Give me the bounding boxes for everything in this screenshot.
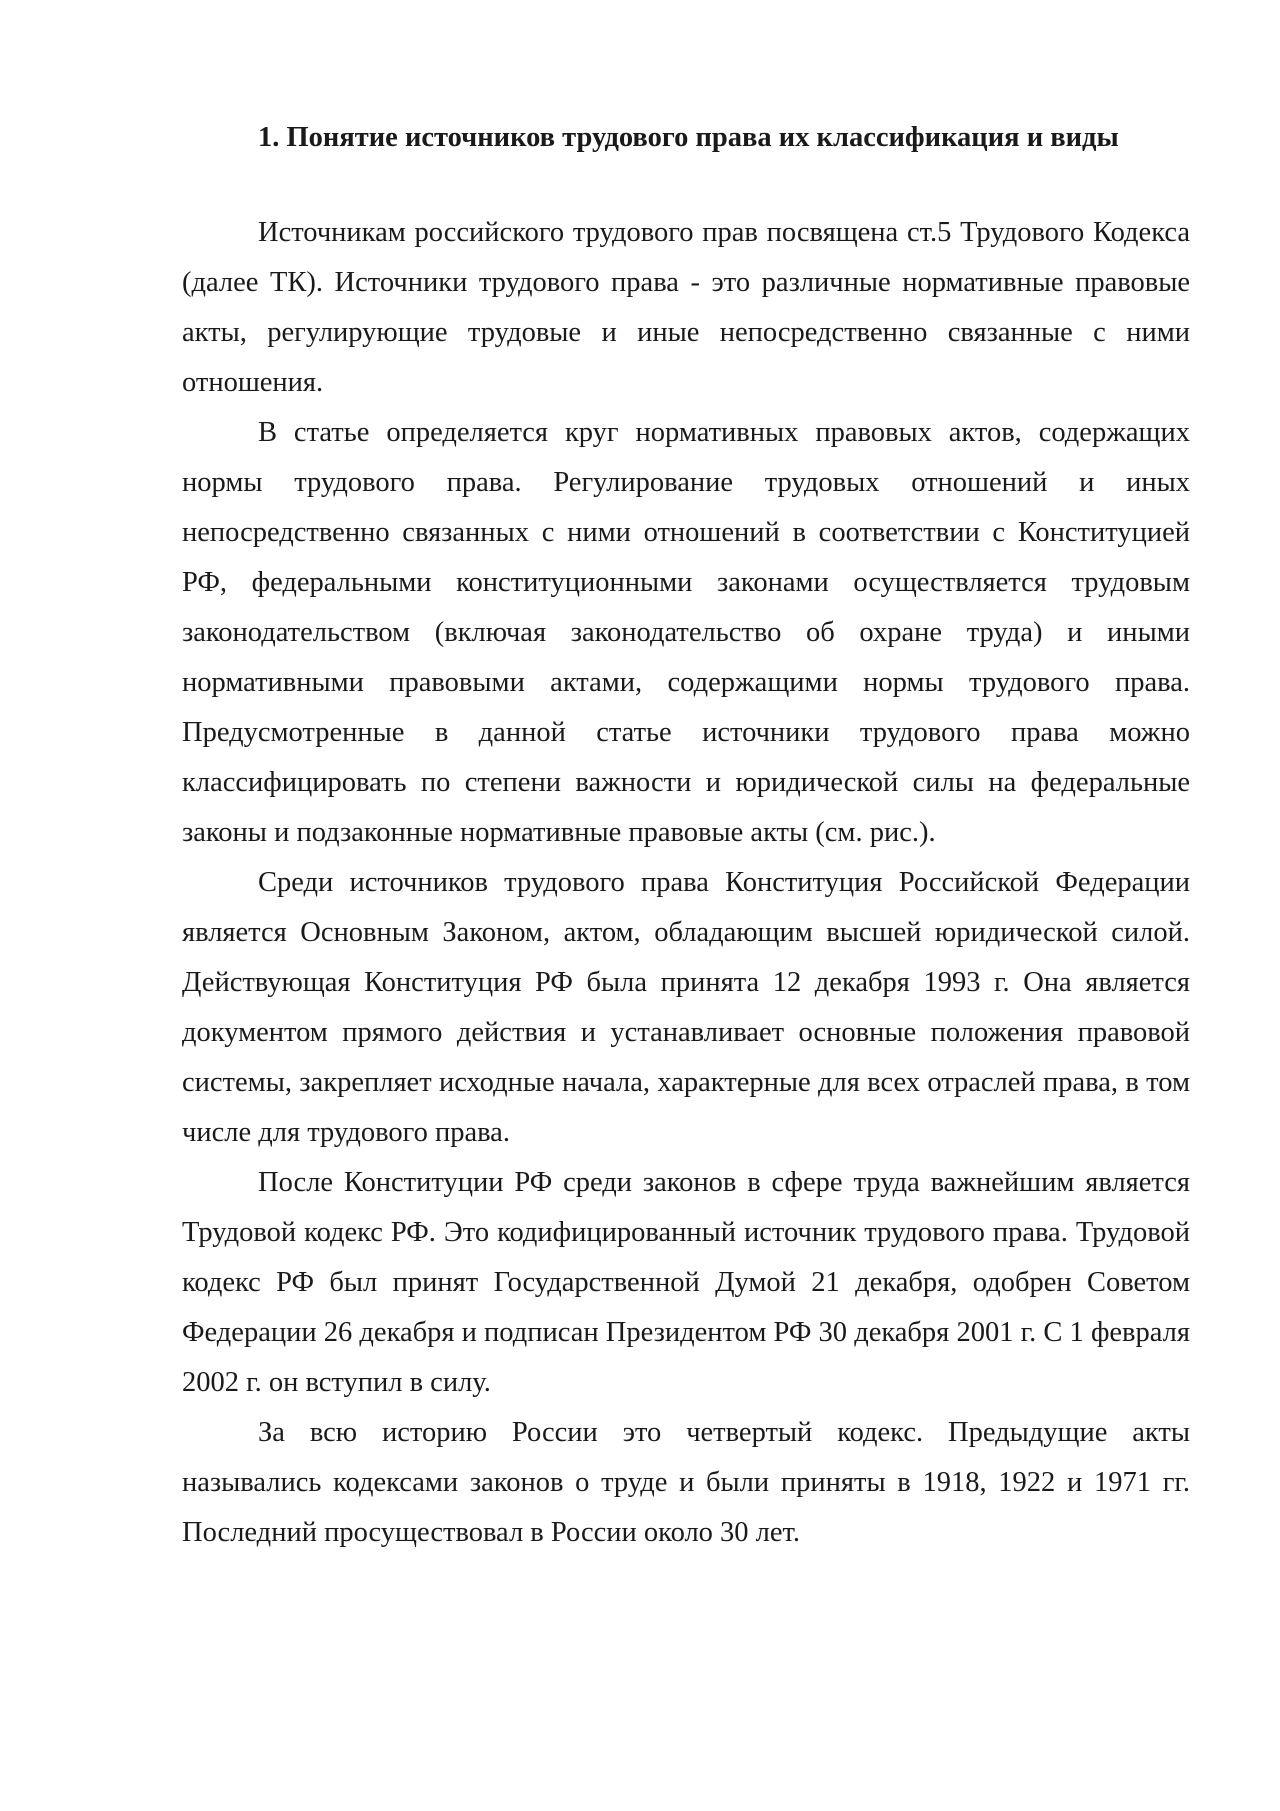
- section-title: 1. Понятие источников трудового права их классификация и виды: [258, 122, 1119, 153]
- document-body: [182, 118, 1190, 1558]
- paragraph-normative-acts: В статье определяется круг нормативных правовых актов, содержащих нормы трудового права. Регулирование трудовых отношений и иных непосредственно связанных с ними отношений в соответствии с Конституцией РФ, федеральными конституционными законами осуществляется трудовым законодательством (включая законодательство об охране труда) и иными нормативными правовыми актами, содержащими нормы трудового права. Предусмотренные в данной статье источники трудового права можно классифицировать по степени важности и юридической силы на федеральные законы и подзаконные нормативные правовые акты (см. рис.).: [182, 417, 1190, 848]
- paragraph-constitution: Среди источников трудового права Конституция Российской Федерации является Основным Законом, актом, обладающим высшей юридической силой. Действующая Конституция РФ была принята 12 декабря 1993 г. Она является документом прямого действия и устанавливает основные положения правовой системы, закрепляет исходные начала, характерные для всех отраслей права, в том числе для трудового права.: [182, 867, 1190, 1148]
- paragraph-sources-definition: Источникам российского трудового прав посвящена ст.5 Трудового Кодекса (далее ТК). Источники трудового права - это различные нормативные правовые акты, регулирующие трудовые и иные непосредственно связанные с ними отношения.: [182, 217, 1190, 398]
- paragraph-code-history: За всю историю России это четвертый кодекс. Предыдущие акты назывались кодексами законов о труде и были приняты в 1918, 1922 и 1971 гг. Последний просуществовал в России около 30 лет.: [182, 1417, 1190, 1548]
- paragraph-labor-code: После Конституции РФ среди законов в сфере труда важнейшим является Трудовой кодекс РФ. Это кодифицированный источник трудового права. Трудовой кодекс РФ был принят Государственной Думой 21 декабря, одобрен Советом Федерации 26 декабря и подписан Президентом РФ 30 декабря 2001 г. С 1 февраля 2002 г. он вступил в силу.: [182, 1167, 1190, 1398]
